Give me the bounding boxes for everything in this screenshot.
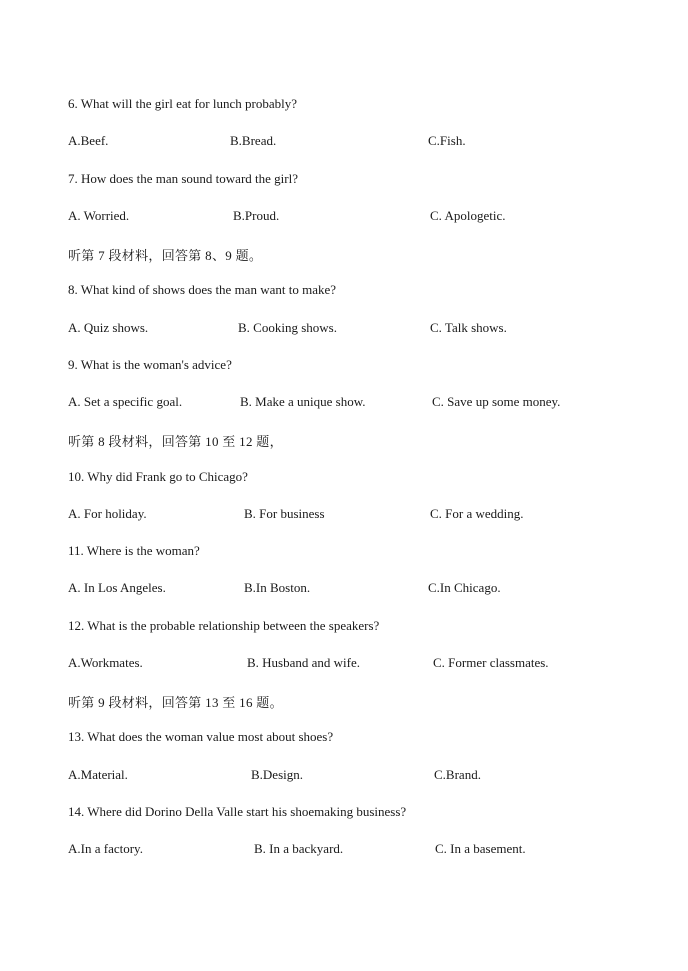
section-heading-7: 听第 7 段材料，回答第 8、9 题。	[68, 248, 263, 263]
option-8b: B. Cooking shows.	[238, 320, 337, 335]
option-9b: B. Make a unique show.	[240, 394, 366, 409]
question-8: 8. What kind of shows does the man want to make?	[68, 282, 337, 297]
option-8a: A. Quiz shows.	[68, 320, 149, 335]
question-14: 14. Where did Dorino Della Valle start his shoemaking business?	[68, 804, 407, 819]
section-heading-9: 听第 9 段材料，回答第 13 至 16 题。	[68, 695, 283, 710]
option-12a: A.Workmates.	[68, 655, 143, 670]
option-14c: C. In a basement.	[435, 841, 526, 856]
option-11a: A. In Los Angeles.	[68, 580, 166, 595]
question-7: 7. How does the man sound toward the girl?	[68, 171, 298, 186]
option-13a: A.Material.	[68, 767, 128, 782]
question-10: 10. Why did Frank go to Chicago?	[68, 469, 248, 484]
option-14a: A.In a factory.	[68, 841, 143, 856]
question-11: 11. Where is the woman?	[68, 543, 200, 558]
option-12c: C. Former classmates.	[433, 655, 549, 670]
option-8c: C. Talk shows.	[430, 320, 507, 335]
option-6a: A.Beef.	[68, 133, 109, 148]
option-14b: B. In a backyard.	[254, 841, 344, 856]
option-6b: B.Bread.	[230, 133, 277, 148]
section-heading-8: 听第 8 段材料，回答第 10 至 12 题，	[68, 434, 283, 449]
option-9a: A. Set a specific goal.	[68, 394, 183, 409]
option-13b: B.Design.	[251, 767, 303, 782]
option-10a: A. For holiday.	[68, 506, 147, 521]
option-10b: B. For business	[244, 506, 325, 521]
option-7b: B.Proud.	[233, 208, 280, 223]
question-13: 13. What does the woman value most about shoes?	[68, 729, 334, 744]
option-7a: A. Worried.	[68, 208, 130, 223]
option-11b: B.In Boston.	[244, 580, 311, 595]
option-11c: C.In Chicago.	[428, 580, 501, 595]
question-6: 6. What will the girl eat for lunch probably?	[68, 96, 297, 111]
option-6c: C.Fish.	[428, 133, 466, 148]
question-12: 12. What is the probable relationship between the speakers?	[68, 618, 380, 633]
option-7c: C. Apologetic.	[430, 208, 506, 223]
option-12b: B. Husband and wife.	[247, 655, 361, 670]
option-9c: C. Save up some money.	[432, 394, 561, 409]
question-9: 9. What is the woman's advice?	[68, 357, 232, 372]
option-13c: C.Brand.	[434, 767, 481, 782]
option-10c: C. For a wedding.	[430, 506, 524, 521]
